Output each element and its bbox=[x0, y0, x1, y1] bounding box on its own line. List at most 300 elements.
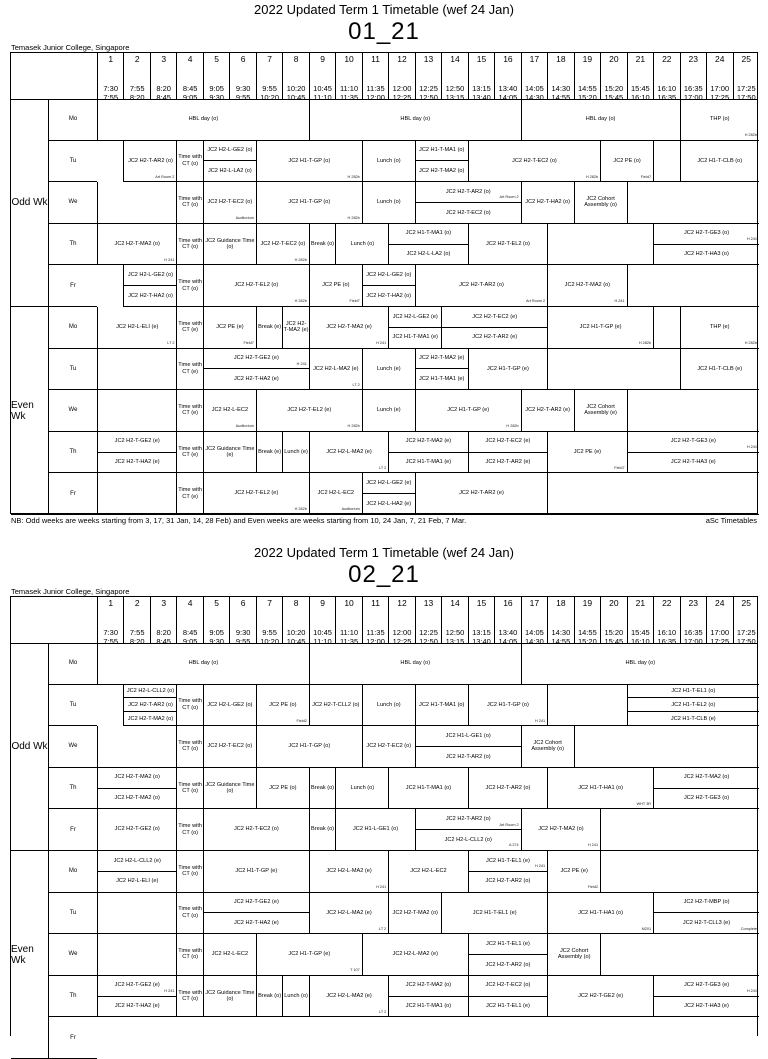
lesson-cell[interactable] bbox=[415, 182, 521, 203]
period-number: 13 bbox=[423, 598, 434, 608]
lesson-cell[interactable] bbox=[388, 307, 441, 328]
time-with-ct-cell[interactable] bbox=[176, 473, 202, 515]
lesson-cell[interactable] bbox=[468, 685, 547, 727]
period-header-row bbox=[11, 597, 757, 644]
thp-cell[interactable] bbox=[680, 99, 759, 141]
lesson-cell[interactable] bbox=[653, 913, 759, 934]
room-label: H 241 bbox=[746, 237, 757, 242]
period-time: 7:30 7:55 bbox=[103, 84, 119, 102]
period-time: 10:20 10:45 bbox=[286, 84, 306, 102]
lesson-cell[interactable] bbox=[203, 307, 256, 349]
blank-cell[interactable] bbox=[600, 851, 759, 893]
blank-cell[interactable] bbox=[97, 934, 176, 976]
cohort-cell[interactable] bbox=[574, 182, 627, 224]
lesson-label: JC2 H1-T-GP (o) bbox=[487, 701, 529, 708]
lesson-cell[interactable] bbox=[415, 203, 521, 224]
cohort-cell[interactable] bbox=[521, 726, 574, 768]
lesson-label: JC2 H2-T-HA2 (e) bbox=[233, 920, 279, 927]
time-with-ct-cell[interactable] bbox=[176, 934, 202, 976]
lesson-cell[interactable] bbox=[415, 830, 521, 851]
lesson-label: JC2 H2-T-HA2 (e) bbox=[114, 1003, 160, 1010]
lesson-cell[interactable] bbox=[521, 390, 574, 432]
room-label: H 282b bbox=[294, 257, 307, 262]
guidance-cell[interactable] bbox=[203, 768, 256, 810]
lesson-cell[interactable] bbox=[415, 390, 521, 432]
day-label: Mo bbox=[48, 851, 97, 893]
time-with-ct-cell[interactable] bbox=[176, 265, 202, 307]
lesson-cell[interactable] bbox=[97, 307, 176, 349]
lesson-cell[interactable] bbox=[415, 349, 468, 370]
timetable-class-name: 02_21 bbox=[348, 561, 420, 588]
blank-cell[interactable] bbox=[627, 265, 759, 307]
period-number: 7 bbox=[267, 54, 272, 64]
lunch-cell[interactable] bbox=[362, 141, 415, 183]
lesson-cell[interactable] bbox=[203, 182, 256, 224]
room-label: H 241 bbox=[376, 341, 387, 346]
blank-cell[interactable] bbox=[547, 473, 759, 515]
lesson-label: JC2 H1-T-MA1 (o) bbox=[419, 147, 465, 154]
lesson-cell[interactable] bbox=[388, 328, 441, 349]
time-with-ct-cell[interactable] bbox=[176, 893, 202, 935]
room-label: Auditorium bbox=[235, 216, 254, 221]
blank-cell[interactable] bbox=[97, 473, 176, 515]
lesson-cell[interactable] bbox=[388, 997, 467, 1018]
time-with-ct-cell[interactable] bbox=[176, 349, 202, 391]
lesson-cell[interactable] bbox=[309, 432, 388, 474]
period-time: 17:00 17:25 bbox=[710, 84, 730, 102]
lesson-label: JC2 H2-T-GE3 (e) bbox=[683, 982, 730, 989]
lesson-cell[interactable] bbox=[388, 768, 467, 810]
lesson-label: JC2 H2-T-MA2 (o) bbox=[405, 982, 452, 989]
lesson-cell[interactable] bbox=[468, 872, 547, 893]
time-with-ct-cell[interactable] bbox=[176, 307, 202, 349]
lesson-cell[interactable] bbox=[415, 265, 547, 307]
lesson-cell[interactable] bbox=[309, 685, 362, 727]
period-column-header bbox=[653, 53, 679, 102]
lunch-cell[interactable] bbox=[362, 182, 415, 224]
period-time: 7:55 8:20 bbox=[129, 84, 145, 102]
lesson-cell[interactable] bbox=[388, 224, 467, 245]
lesson-cell[interactable] bbox=[468, 768, 547, 810]
lesson-cell[interactable] bbox=[203, 726, 256, 768]
lesson-cell[interactable] bbox=[123, 685, 176, 699]
lesson-cell[interactable] bbox=[547, 851, 600, 893]
period-number: 2 bbox=[134, 598, 140, 608]
lesson-label: JC2 H2-T-GE2 (e) bbox=[114, 982, 160, 989]
lesson-cell[interactable] bbox=[256, 768, 309, 810]
lesson-cell[interactable] bbox=[362, 726, 415, 768]
lesson-cell[interactable] bbox=[203, 934, 256, 976]
lesson-label: JC2 H2-T-EC2 (o) bbox=[260, 240, 306, 247]
lesson-label: THP (e) bbox=[710, 324, 730, 331]
lesson-cell[interactable] bbox=[388, 432, 467, 453]
period-number: 14 bbox=[450, 54, 460, 64]
thp-cell[interactable] bbox=[680, 307, 759, 349]
lesson-label: HBL day (o) bbox=[400, 116, 431, 123]
lesson-label: JC2 PE (o) bbox=[613, 157, 641, 164]
period-number: 8 bbox=[293, 54, 299, 64]
period-time: 16:35 17:00 bbox=[683, 628, 703, 646]
lesson-label: JC2 H1-T-GP (e) bbox=[288, 951, 331, 958]
lesson-cell[interactable] bbox=[97, 768, 176, 789]
cohort-cell[interactable] bbox=[574, 390, 627, 432]
lesson-cell[interactable] bbox=[335, 809, 414, 851]
lesson-cell[interactable] bbox=[388, 976, 467, 997]
lesson-label: Lunch (o) bbox=[350, 240, 375, 247]
lesson-label: JC2 H1-L-GE1 (o) bbox=[352, 826, 399, 833]
lesson-cell[interactable] bbox=[309, 851, 388, 893]
lesson-cell[interactable] bbox=[203, 473, 309, 515]
lesson-label: Time with CT (o) bbox=[178, 906, 203, 919]
lesson-cell[interactable] bbox=[680, 349, 759, 391]
period-time: 12:25 12:50 bbox=[419, 628, 438, 646]
lesson-cell[interactable] bbox=[521, 182, 574, 224]
period-time: 10:45 11:10 bbox=[313, 628, 332, 646]
period-column-header bbox=[150, 597, 176, 646]
lesson-cell[interactable] bbox=[362, 286, 415, 307]
break-cell[interactable] bbox=[309, 224, 335, 266]
lesson-cell[interactable] bbox=[415, 473, 547, 515]
room-label: H 241 bbox=[746, 989, 757, 994]
lesson-label: JC2 H1-T-EL1 (o) bbox=[671, 687, 716, 694]
blank-cell[interactable] bbox=[547, 224, 653, 266]
lesson-cell[interactable] bbox=[547, 265, 626, 307]
hbl-cell[interactable] bbox=[97, 99, 309, 141]
lesson-cell[interactable] bbox=[123, 141, 176, 183]
lunch-cell[interactable] bbox=[335, 768, 388, 810]
lesson-label: JC2 H2-L-GE2 (e) bbox=[392, 313, 438, 320]
lesson-cell[interactable] bbox=[203, 851, 309, 893]
period-time: 9:30 9:55 bbox=[235, 628, 251, 646]
lesson-cell[interactable] bbox=[627, 432, 759, 453]
timetable-grid bbox=[10, 596, 758, 1041]
lesson-cell[interactable] bbox=[547, 893, 653, 935]
blank-cell[interactable] bbox=[600, 934, 759, 976]
lesson-label: JC2 H1-T-HA1 (o) bbox=[578, 784, 623, 791]
period-column-header bbox=[362, 597, 388, 646]
lesson-cell[interactable] bbox=[203, 265, 309, 307]
guidance-cell[interactable] bbox=[203, 976, 256, 1018]
lesson-label: JC2 Guidance Time (o) bbox=[205, 781, 255, 795]
lunch-cell[interactable] bbox=[335, 224, 388, 266]
time-with-ct-cell[interactable] bbox=[176, 726, 202, 768]
period-column-header bbox=[256, 53, 282, 102]
lesson-cell[interactable] bbox=[97, 789, 176, 810]
lesson-label: Time with CT (o) bbox=[178, 823, 203, 836]
lesson-label: JC2 H1-L-GE1 (o) bbox=[445, 732, 491, 739]
day-label: We bbox=[48, 182, 97, 224]
lesson-cell[interactable] bbox=[309, 265, 362, 307]
lesson-label: Time with CT (o) bbox=[178, 864, 203, 878]
hbl-cell[interactable] bbox=[309, 643, 521, 685]
guidance-cell[interactable] bbox=[203, 224, 256, 266]
cohort-cell[interactable] bbox=[547, 934, 600, 976]
lesson-label: JC2 H2-T-MA2 (o) bbox=[538, 826, 584, 833]
lesson-label: JC2 H2-T-GE3 (o) bbox=[683, 230, 730, 237]
lesson-cell[interactable] bbox=[203, 685, 256, 727]
lesson-cell[interactable] bbox=[97, 872, 176, 893]
lesson-cell[interactable] bbox=[653, 893, 759, 914]
lesson-cell[interactable] bbox=[441, 328, 547, 349]
lesson-cell[interactable] bbox=[388, 851, 467, 893]
lesson-cell[interactable] bbox=[362, 934, 468, 976]
lesson-cell[interactable] bbox=[468, 224, 547, 266]
period-column-header bbox=[229, 53, 255, 102]
time-with-ct-cell[interactable] bbox=[176, 685, 202, 727]
lesson-cell[interactable] bbox=[256, 224, 309, 266]
lesson-cell[interactable] bbox=[97, 224, 176, 266]
lesson-label: Time with CT (e) bbox=[178, 487, 203, 500]
lesson-cell[interactable] bbox=[415, 685, 468, 727]
lesson-cell[interactable] bbox=[468, 432, 547, 453]
lesson-cell[interactable] bbox=[468, 349, 547, 391]
blank-cell[interactable] bbox=[600, 809, 759, 851]
lunch-cell[interactable] bbox=[362, 390, 415, 432]
blank-cell[interactable] bbox=[653, 141, 679, 183]
lesson-cell[interactable] bbox=[653, 789, 759, 810]
lesson-cell[interactable] bbox=[680, 141, 759, 183]
blank-cell[interactable] bbox=[97, 182, 176, 224]
lunch-cell[interactable] bbox=[362, 349, 415, 391]
lesson-cell[interactable] bbox=[203, 141, 256, 162]
period-time: 15:45 16:10 bbox=[630, 628, 650, 646]
lunch-cell[interactable] bbox=[282, 976, 308, 1018]
lesson-cell[interactable] bbox=[415, 161, 468, 182]
lesson-cell[interactable] bbox=[97, 453, 176, 474]
lesson-label: JC2 Cohort Assembly (o) bbox=[557, 947, 591, 961]
blank-cell[interactable] bbox=[653, 307, 679, 349]
lesson-cell[interactable] bbox=[97, 997, 176, 1018]
period-column-header bbox=[680, 53, 706, 102]
lesson-cell[interactable] bbox=[309, 976, 388, 1018]
lesson-cell[interactable] bbox=[256, 390, 362, 432]
lesson-cell[interactable] bbox=[441, 307, 547, 328]
period-time: 11:35 12:00 bbox=[366, 628, 385, 646]
break-cell[interactable] bbox=[309, 768, 335, 810]
lesson-cell[interactable] bbox=[97, 851, 176, 872]
lunch-cell[interactable] bbox=[362, 685, 415, 727]
period-column-header bbox=[574, 597, 600, 646]
lesson-cell[interactable] bbox=[203, 390, 256, 432]
lesson-cell[interactable] bbox=[627, 712, 759, 726]
lesson-label: JC2 H1-T-MA1 (o) bbox=[405, 230, 452, 237]
lesson-label: HBL day (o) bbox=[188, 660, 219, 667]
period-column-header bbox=[282, 597, 308, 646]
period-column-header bbox=[494, 53, 520, 102]
lesson-cell[interactable] bbox=[547, 768, 653, 810]
time-with-ct-cell[interactable] bbox=[176, 809, 202, 851]
lesson-label: JC2 H2-T-MA2 (e) bbox=[283, 320, 309, 334]
lesson-label: JC2 H2-L-MA2 (e) bbox=[326, 868, 372, 875]
lesson-cell[interactable] bbox=[97, 976, 176, 997]
lesson-cell[interactable] bbox=[653, 245, 759, 266]
hbl-cell[interactable] bbox=[309, 99, 521, 141]
day-label: We bbox=[48, 726, 97, 768]
lesson-cell[interactable] bbox=[309, 473, 362, 515]
blank-cell[interactable] bbox=[547, 685, 626, 727]
lesson-label: Lunch (o) bbox=[350, 784, 375, 791]
period-column-header bbox=[680, 597, 706, 646]
blank-cell[interactable] bbox=[97, 349, 176, 391]
blank-cell[interactable] bbox=[627, 182, 759, 224]
lesson-cell[interactable] bbox=[309, 893, 388, 935]
hbl-cell[interactable] bbox=[521, 643, 759, 685]
lesson-cell[interactable] bbox=[468, 851, 547, 872]
time-with-ct-cell[interactable] bbox=[176, 224, 202, 266]
lesson-label: JC2 H1-T-CLB (o) bbox=[697, 157, 743, 164]
period-time: 9:55 10:20 bbox=[260, 84, 279, 102]
day-label: Fr bbox=[48, 1017, 97, 1059]
lesson-cell[interactable] bbox=[203, 809, 309, 851]
lesson-cell[interactable] bbox=[97, 432, 176, 453]
lesson-cell[interactable] bbox=[123, 265, 176, 286]
lesson-label: JC2 H2-T-EC2 (o) bbox=[485, 982, 531, 989]
time-with-ct-cell[interactable] bbox=[176, 182, 202, 224]
lesson-cell[interactable] bbox=[468, 934, 547, 955]
lesson-cell[interactable] bbox=[388, 245, 467, 266]
lesson-label: Lunch (e) bbox=[376, 407, 401, 414]
time-with-ct-cell[interactable] bbox=[176, 851, 202, 893]
blank-cell[interactable] bbox=[97, 893, 176, 935]
period-column-header bbox=[176, 53, 202, 102]
lesson-cell[interactable] bbox=[415, 747, 521, 768]
lunch-cell[interactable] bbox=[282, 432, 308, 474]
lesson-cell[interactable] bbox=[388, 453, 467, 474]
room-label: H 282b bbox=[744, 133, 757, 138]
lesson-label: JC2 H2-T-AR2 (o) bbox=[445, 188, 491, 195]
lesson-cell[interactable] bbox=[627, 685, 759, 699]
period-time: 12:50 13:15 bbox=[445, 628, 465, 646]
lesson-cell[interactable] bbox=[97, 809, 176, 851]
lesson-cell[interactable] bbox=[123, 286, 176, 307]
lesson-label: JC2 H2-T-AR2 (e) bbox=[485, 459, 531, 466]
lesson-cell[interactable] bbox=[362, 265, 415, 286]
lesson-cell[interactable] bbox=[627, 453, 759, 474]
lesson-label: HBL day (o) bbox=[585, 116, 616, 123]
time-with-ct-cell[interactable] bbox=[176, 390, 202, 432]
lesson-cell[interactable] bbox=[547, 307, 653, 349]
period-number: 20 bbox=[609, 598, 619, 608]
lesson-cell[interactable] bbox=[653, 768, 759, 789]
guidance-cell[interactable] bbox=[203, 432, 256, 474]
lesson-cell[interactable] bbox=[362, 494, 415, 515]
room-label: H 241 bbox=[164, 989, 175, 994]
lesson-cell[interactable] bbox=[256, 685, 309, 727]
lesson-cell[interactable] bbox=[203, 913, 309, 934]
day-label: We bbox=[48, 390, 97, 432]
hbl-cell[interactable] bbox=[97, 643, 309, 685]
lesson-label: JC2 H2-T-GE2 (o) bbox=[114, 826, 160, 833]
lesson-cell[interactable] bbox=[653, 224, 759, 245]
lesson-label: JC2 H1-T-MA1 (o) bbox=[419, 701, 465, 708]
period-column-header bbox=[733, 53, 759, 102]
time-with-ct-cell[interactable] bbox=[176, 768, 202, 810]
lesson-cell[interactable] bbox=[256, 726, 362, 768]
break-cell[interactable] bbox=[256, 976, 282, 1018]
lesson-cell[interactable] bbox=[203, 349, 309, 370]
period-number: 8 bbox=[293, 598, 299, 608]
lesson-cell[interactable] bbox=[468, 997, 547, 1018]
break-cell[interactable] bbox=[256, 307, 282, 349]
lesson-cell[interactable] bbox=[388, 893, 441, 935]
break-cell[interactable] bbox=[309, 809, 335, 851]
blank-cell[interactable] bbox=[97, 390, 176, 432]
lesson-cell[interactable] bbox=[415, 726, 521, 747]
lesson-cell[interactable] bbox=[203, 161, 256, 182]
lesson-cell[interactable] bbox=[415, 369, 468, 390]
period-column-header bbox=[521, 597, 547, 646]
period-time: 16:10 16:35 bbox=[657, 84, 677, 102]
day-label: Th bbox=[48, 976, 97, 1018]
lesson-label: Time with CT (o) bbox=[178, 781, 203, 795]
period-column-header bbox=[309, 53, 335, 102]
lesson-cell[interactable] bbox=[468, 141, 600, 183]
time-with-ct-cell[interactable] bbox=[176, 141, 202, 183]
lesson-cell[interactable] bbox=[600, 141, 653, 183]
lesson-cell[interactable] bbox=[203, 369, 309, 390]
lesson-cell[interactable] bbox=[415, 809, 521, 830]
period-time: 15:20 15:45 bbox=[604, 628, 624, 646]
break-cell[interactable] bbox=[256, 432, 282, 474]
lesson-cell[interactable] bbox=[282, 307, 308, 349]
day-label: Mo bbox=[48, 307, 97, 349]
blank-cell[interactable] bbox=[547, 349, 679, 391]
lesson-cell[interactable] bbox=[123, 698, 176, 712]
blank-cell[interactable] bbox=[97, 726, 176, 768]
lesson-cell[interactable] bbox=[653, 976, 759, 997]
period-column-header bbox=[494, 597, 520, 646]
lesson-label: JC2 H2-L-CLL2 (e) bbox=[113, 857, 161, 864]
lesson-label: HBL day (o) bbox=[625, 660, 656, 667]
lesson-cell[interactable] bbox=[309, 349, 362, 391]
period-number: 16 bbox=[503, 598, 513, 608]
lesson-cell[interactable] bbox=[309, 307, 388, 349]
lesson-label: JC2 PE (e) bbox=[216, 324, 244, 331]
lesson-cell[interactable] bbox=[415, 141, 468, 162]
lesson-label: Time with CT (e) bbox=[178, 403, 203, 417]
time-with-ct-cell[interactable] bbox=[176, 432, 202, 474]
blank-cell[interactable] bbox=[574, 726, 759, 768]
hbl-cell[interactable] bbox=[521, 99, 680, 141]
lesson-cell[interactable] bbox=[521, 809, 600, 851]
lesson-cell[interactable] bbox=[627, 698, 759, 712]
lesson-cell[interactable] bbox=[256, 934, 362, 976]
lesson-cell[interactable] bbox=[123, 712, 176, 726]
lesson-cell[interactable] bbox=[468, 453, 547, 474]
blank-cell[interactable] bbox=[627, 390, 759, 432]
lesson-label: Lunch (o) bbox=[376, 199, 401, 206]
lesson-label: JC2 H2-L-ELI (e) bbox=[116, 324, 159, 331]
period-number: 11 bbox=[371, 54, 380, 64]
lesson-cell[interactable] bbox=[468, 976, 547, 997]
lesson-label: JC2 H1-T-GP (e) bbox=[235, 868, 278, 875]
lesson-cell[interactable] bbox=[441, 893, 547, 935]
lesson-cell[interactable] bbox=[547, 432, 626, 474]
lesson-cell[interactable] bbox=[362, 473, 415, 494]
lesson-cell[interactable] bbox=[653, 997, 759, 1018]
lesson-cell[interactable] bbox=[547, 976, 653, 1018]
time-with-ct-cell[interactable] bbox=[176, 976, 202, 1018]
lesson-label: Time with CT (o) bbox=[178, 154, 203, 167]
room-label: H 282b bbox=[638, 341, 652, 346]
lesson-label: Time with CT (o) bbox=[178, 989, 203, 1003]
lesson-cell[interactable] bbox=[468, 955, 547, 976]
timetable-grid bbox=[10, 52, 758, 514]
lesson-cell[interactable] bbox=[203, 893, 309, 914]
lesson-cell[interactable] bbox=[256, 141, 362, 183]
period-number: 13 bbox=[423, 54, 434, 64]
lesson-cell[interactable] bbox=[256, 182, 362, 224]
